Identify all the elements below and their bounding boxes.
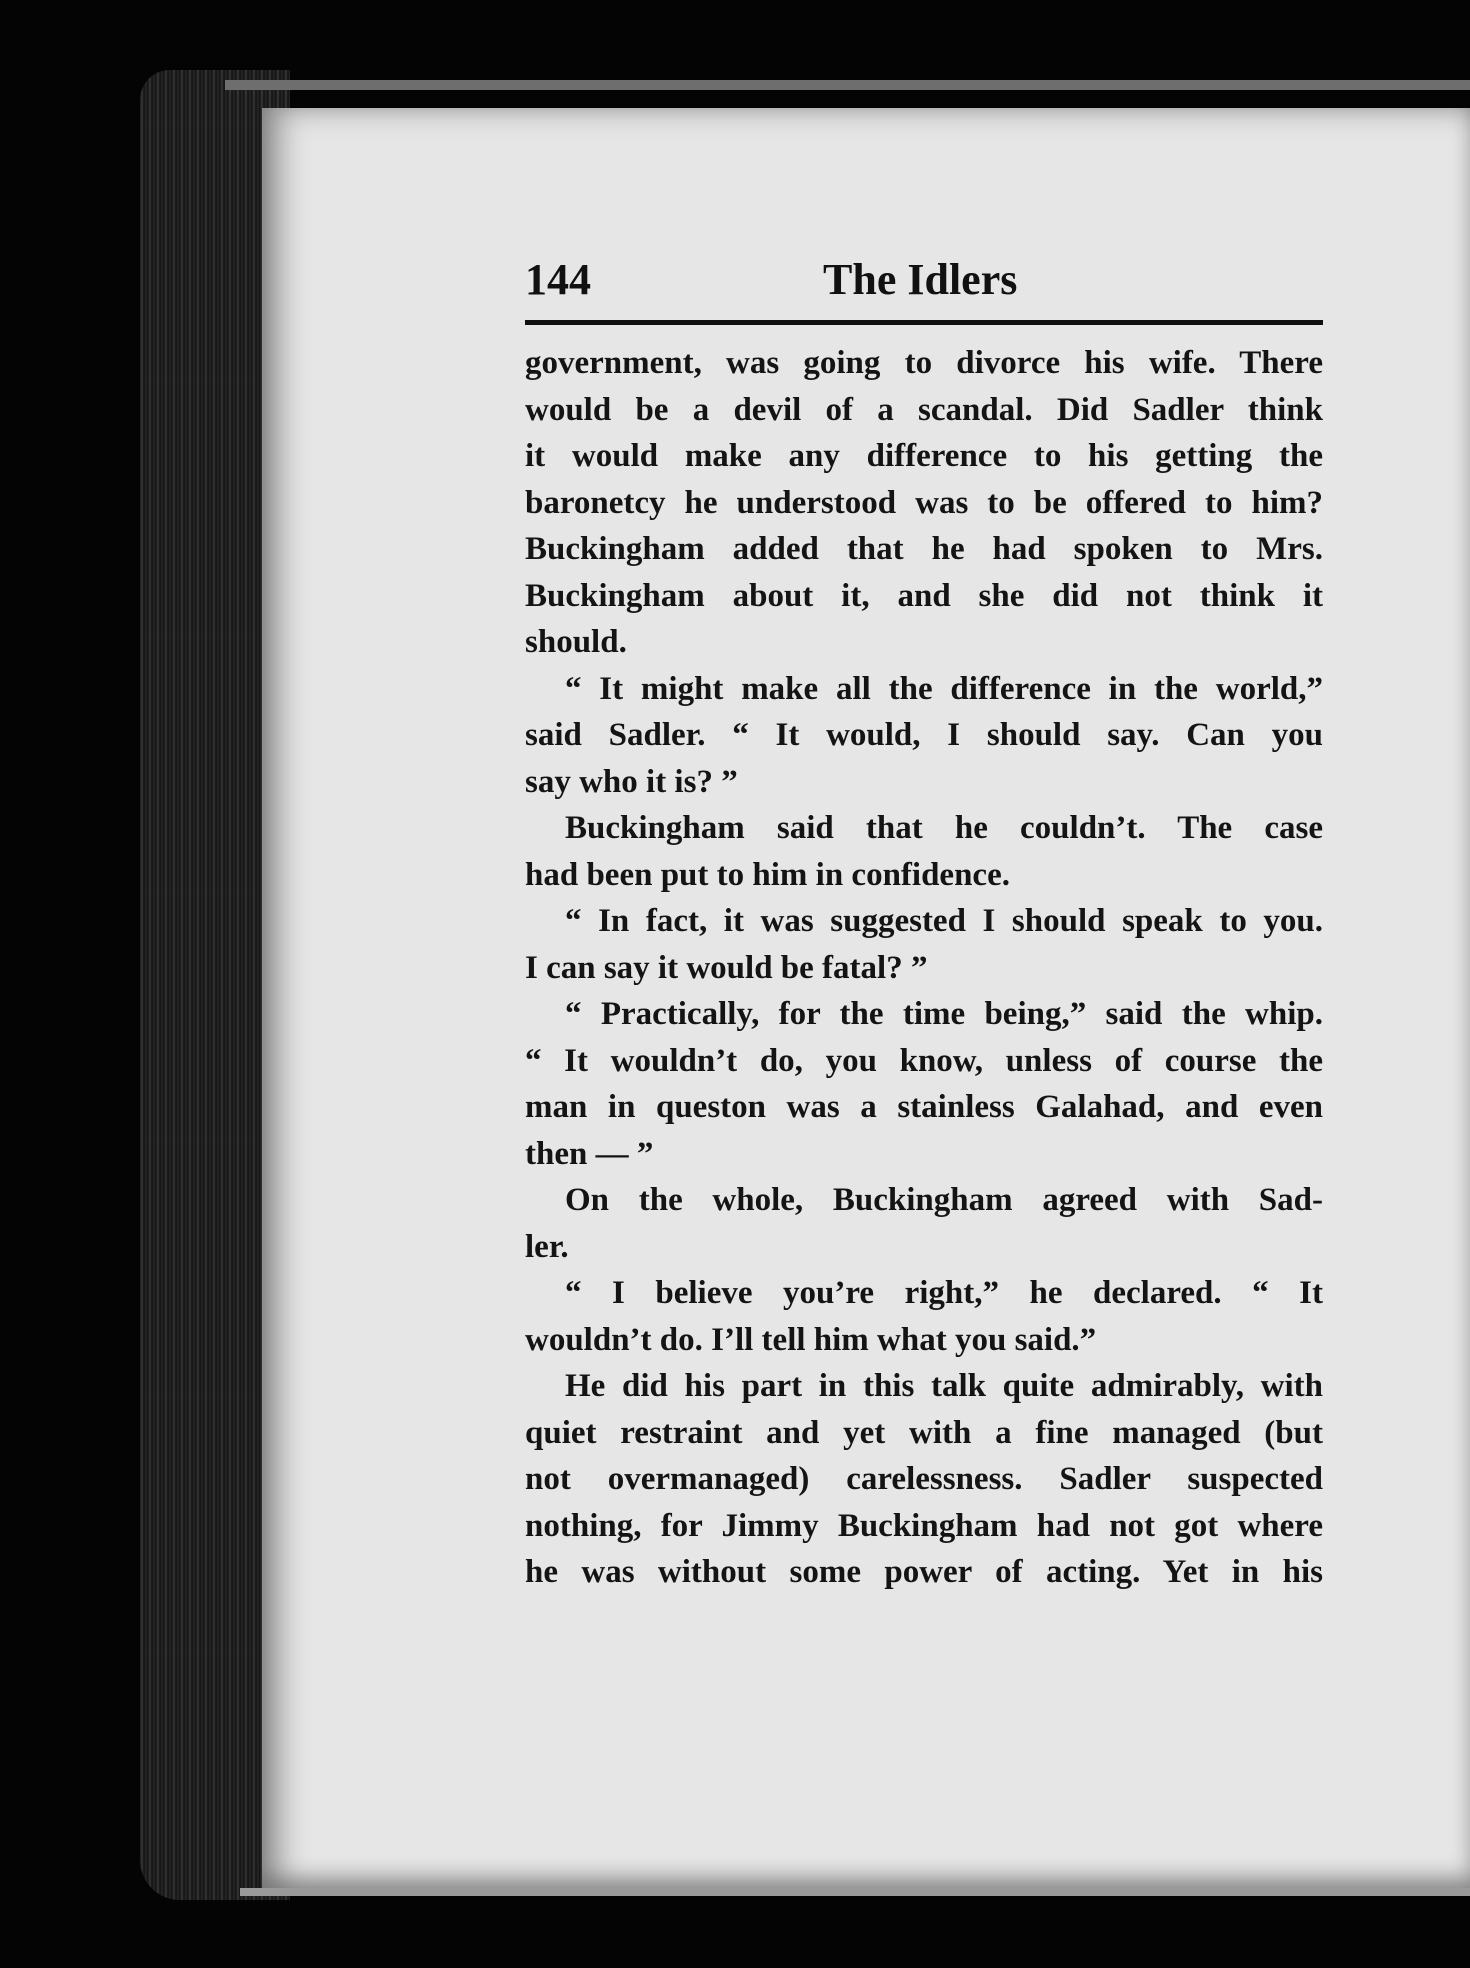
text-line: not overmanaged) carelessness. Sadler suspected bbox=[525, 1461, 1323, 1497]
text-line: wouldn’t do. I’ll tell him what you said.” bbox=[525, 1321, 1097, 1358]
text-line: should. bbox=[525, 624, 627, 660]
text-line: “ In fact, it was suggested I should speak to you. bbox=[565, 903, 1323, 939]
text-line: say who it is? ” bbox=[525, 763, 738, 800]
text-line: On the whole, Buckingham agreed with Sad- bbox=[565, 1182, 1323, 1218]
body-text bbox=[525, 340, 1323, 1596]
text-line: Buckingham said that he couldn’t. The case bbox=[565, 810, 1323, 846]
text-line: he was without some power of acting. Yet in his bbox=[525, 1554, 1323, 1590]
text-line: said Sadler. “ It would, I should say. Can you bbox=[525, 717, 1323, 753]
text-line: would be a devil of a scandal. Did Sadler think bbox=[525, 391, 1323, 428]
text-line: “ It might make all the difference in the world,” bbox=[565, 670, 1323, 707]
text-line: He did his part in this talk quite admirably, with bbox=[565, 1368, 1323, 1404]
running-title: The Idlers bbox=[823, 255, 1018, 304]
text-line: government, was going to divorce his wife. There bbox=[525, 345, 1323, 381]
text-line: baronetcy he understood was to be offered to him? bbox=[525, 484, 1323, 521]
text-line: quiet restraint and yet with a fine managed (but bbox=[525, 1414, 1323, 1451]
page-bottom-edge bbox=[240, 1888, 1470, 1896]
text-line: then — ” bbox=[525, 1135, 654, 1172]
page-number: 144 bbox=[525, 255, 591, 304]
page-header bbox=[525, 254, 1315, 314]
text-line: ler. bbox=[525, 1228, 569, 1265]
page-top-edge bbox=[225, 80, 1470, 90]
text-line: it would make any difference to his getting the bbox=[525, 438, 1323, 474]
text-line: “ It wouldn’t do, you know, unless of course the bbox=[525, 1042, 1323, 1079]
text-line: “ I believe you’re right,” he declared. “ It bbox=[565, 1275, 1323, 1311]
text-line: Buckingham added that he had spoken to Mrs. bbox=[525, 531, 1323, 567]
text-line: Buckingham about it, and she did not think it bbox=[525, 577, 1323, 614]
text-line: I can say it would be fatal? ” bbox=[525, 949, 928, 986]
text-line: nothing, for Jimmy Buckingham had not got where bbox=[525, 1507, 1323, 1544]
text-line: man in queston was a stainless Galahad, and even bbox=[525, 1089, 1323, 1125]
header-rule bbox=[525, 320, 1323, 325]
text-line: “ Practically, for the time being,” said the whip. bbox=[565, 996, 1323, 1032]
text-line: had been put to him in confidence. bbox=[525, 856, 1010, 893]
